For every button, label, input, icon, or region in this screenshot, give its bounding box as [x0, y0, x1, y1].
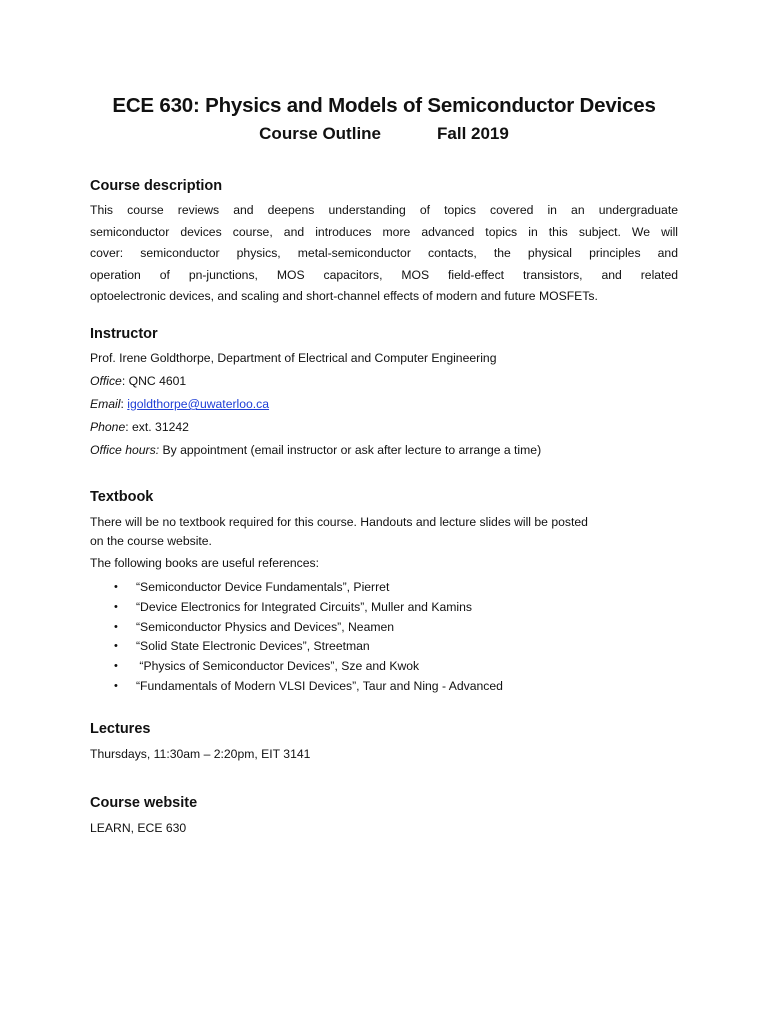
reference-title: “Physics of Semiconductor Devices”, Sze and Kwok: [136, 659, 420, 674]
course-description-paragraph: [90, 200, 678, 308]
list-item: [90, 598, 503, 618]
phone-value: : ext. 31242: [125, 420, 189, 434]
office-hours-value: By appointment (email instructor or ask after lecture to arrange a time): [159, 443, 542, 457]
lectures-schedule: Thursdays, 11:30am – 2:20pm, EIT 3141: [90, 747, 311, 761]
bullet-icon: •: [114, 620, 118, 633]
list-item: [90, 657, 503, 677]
textbook-line-3: The following books are useful references:: [90, 556, 319, 570]
heading-lectures: Lectures: [90, 721, 151, 737]
heading-course-website: Course website: [90, 795, 198, 811]
office-value: : QNC 4601: [121, 374, 187, 388]
bullet-icon: •: [114, 600, 118, 613]
textbook-line-2: on the course website.: [90, 534, 212, 548]
reference-title: “Semiconductor Physics and Devices”, Neamen: [136, 619, 395, 634]
list-item: [90, 578, 503, 598]
course-website-value: LEARN, ECE 630: [90, 821, 187, 835]
reference-title: “Device Electronics for Integrated Circuits”, Muller and Kamins: [136, 599, 472, 614]
instructor-name: Prof. Irene Goldthorpe, Department of Electrical and Computer Engineering: [90, 351, 497, 365]
instructor-office: [90, 374, 186, 388]
page-title: ECE 630: Physics and Models of Semiconductor Devices: [112, 94, 656, 117]
list-item: [90, 618, 503, 638]
bullet-icon: •: [114, 581, 118, 593]
reference-title: “Fundamentals of Modern VLSI Devices”, Taur and Ning - Advanced: [136, 678, 503, 693]
heading-textbook: Textbook: [90, 489, 154, 505]
description-line: semiconductor devices course, and introduces more advanced topics in this subject. We will: [90, 224, 678, 239]
subtitle-course-outline: Course Outline: [259, 124, 382, 143]
bullet-icon: •: [114, 640, 118, 653]
heading-course-description: Course description: [90, 178, 223, 194]
heading-instructor: Instructor: [90, 326, 158, 342]
list-item: [90, 677, 503, 697]
subtitle-term: Fall 2019: [437, 124, 509, 143]
office-hours-label: Office hours:: [90, 443, 160, 457]
textbook-line-1: There will be no textbook required for this course. Handouts and lecture slides will be posted: [90, 515, 588, 529]
bullet-icon: •: [114, 660, 118, 673]
reference-title: “Semiconductor Device Fundamentals”, Pierret: [136, 580, 390, 594]
instructor-office-hours: [90, 443, 541, 457]
email-label: Email: [90, 397, 121, 411]
reference-list: [90, 578, 503, 697]
description-line: operation of pn-junctions, MOS capacitors, MOS field-effect transistors, and related: [90, 267, 678, 282]
page-subtitle: [0, 124, 768, 144]
email-link[interactable]: igoldthorpe@uwaterloo.ca: [127, 397, 270, 411]
reference-title: “Solid State Electronic Devices”, Streetman: [136, 639, 370, 654]
bullet-icon: •: [114, 679, 118, 692]
phone-label: Phone: [90, 420, 126, 434]
description-line: cover: semiconductor physics, metal-semiconductor contacts, the physical principles and: [90, 246, 678, 261]
instructor-phone: [90, 420, 189, 434]
office-label: Office: [90, 374, 122, 388]
list-item: [90, 637, 503, 657]
description-line: This course reviews and deepens understanding of topics covered in an undergraduate: [90, 203, 678, 217]
instructor-email: [90, 397, 269, 411]
email-separator: :: [120, 397, 128, 411]
description-line: optoelectronic devices, and scaling and short-channel effects of modern and future MOSFETs.: [90, 289, 598, 304]
